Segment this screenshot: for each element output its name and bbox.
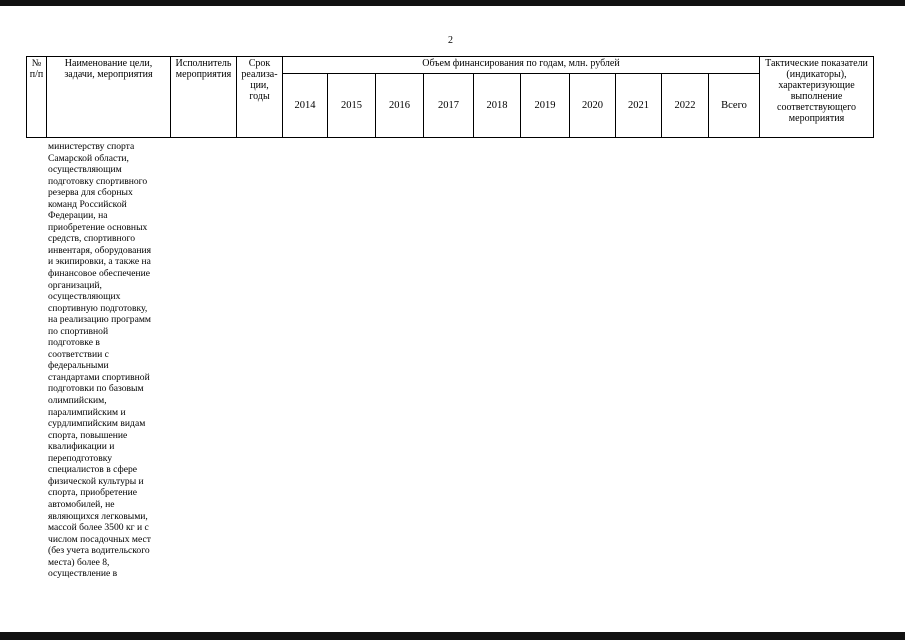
body-text-line: осуществляющим (48, 164, 122, 176)
body-text-line: финансовое обеспечение (48, 268, 151, 280)
year-header: 2014 (283, 73, 328, 137)
body-text-line: Федерации, на (48, 210, 108, 222)
body-text-line: спорта, повышение (48, 429, 128, 441)
body-text-line: организаций, (48, 279, 102, 291)
year-header: 2022 (662, 73, 709, 137)
body-text-line: массой более 3500 кг и с (48, 522, 149, 534)
body-text-line: спорта, приобретение (48, 487, 137, 499)
body-text-line: стандартами спортивной (48, 371, 150, 383)
body-text-line: на реализацию программ (48, 314, 151, 326)
body-text-line: сурдлимпийским видам (48, 418, 146, 430)
body-text-line: подготовки по базовым (48, 383, 144, 395)
body-text-line: резерва для сборных (48, 187, 133, 199)
body-text-line: подготовку спортивного (48, 175, 148, 187)
body-text-line: инвентаря, оборудования (48, 244, 152, 256)
col-header-funding: Объем финансирования по годам, млн. рублей (283, 57, 760, 74)
body-text-line: соответствии с (48, 348, 109, 360)
body-text-line: министерству спорта (48, 141, 135, 152)
year-header: 2019 (521, 73, 570, 137)
body-text-line: паралимпийским и (48, 406, 126, 418)
body-text-line: автомобилей, не (48, 498, 115, 510)
body-text-line: приобретение основных (48, 221, 148, 233)
scan-bottom-border (0, 632, 905, 640)
year-header: 2020 (570, 73, 616, 137)
year-header: 2016 (376, 73, 424, 137)
header-table (26, 56, 874, 138)
body-text-line: (без учета водительского (48, 545, 150, 557)
year-header: 2021 (616, 73, 662, 137)
scan-top-border (0, 0, 905, 6)
body-text-line: осуществляющих (48, 291, 121, 303)
col-header-number: № п/п (27, 57, 47, 138)
body-text-line: подготовке в (48, 337, 100, 349)
body-text-line: квалификации и (48, 441, 115, 453)
body-text-line: осуществление в (48, 568, 118, 580)
body-text-line: являющихся легковыми, (48, 510, 148, 522)
page-number: 2 (448, 35, 453, 46)
body-text-line: Самарской области, (48, 152, 129, 164)
col-header-name: Наименование цели, задачи, мероприятия (47, 57, 171, 138)
body-text-line: и экипировки, а также на (48, 256, 151, 268)
col-header-tactical: Тактические показатели (индикаторы), характеризующие выполнение соответствующего мероприятия (760, 57, 874, 138)
body-text-line: федеральными (48, 360, 109, 372)
body-text-line: средств, спортивного (48, 233, 135, 245)
body-text-line: олимпийским, (48, 395, 107, 407)
body-text-line: по спортивной (48, 325, 109, 337)
body-text-line: команд Российской (48, 198, 127, 210)
body-text-line: специалистов в сфере (48, 464, 138, 476)
body-text-line: переподготовку (48, 452, 113, 464)
body-text-line: спортивную подготовку, (48, 302, 148, 314)
year-header-total: Всего (709, 73, 760, 137)
measure-description (48, 141, 166, 580)
col-header-term: Срок реализа-ции, годы (237, 57, 283, 138)
body-text-line: физической культуры и (48, 475, 144, 487)
col-header-executor: Исполнитель мероприятия (171, 57, 237, 138)
year-header: 2017 (424, 73, 474, 137)
body-text-line: места) более 8, (48, 556, 110, 568)
year-header: 2018 (474, 73, 521, 137)
body-text-line: числом посадочных мест (48, 533, 151, 545)
year-header: 2015 (328, 73, 376, 137)
